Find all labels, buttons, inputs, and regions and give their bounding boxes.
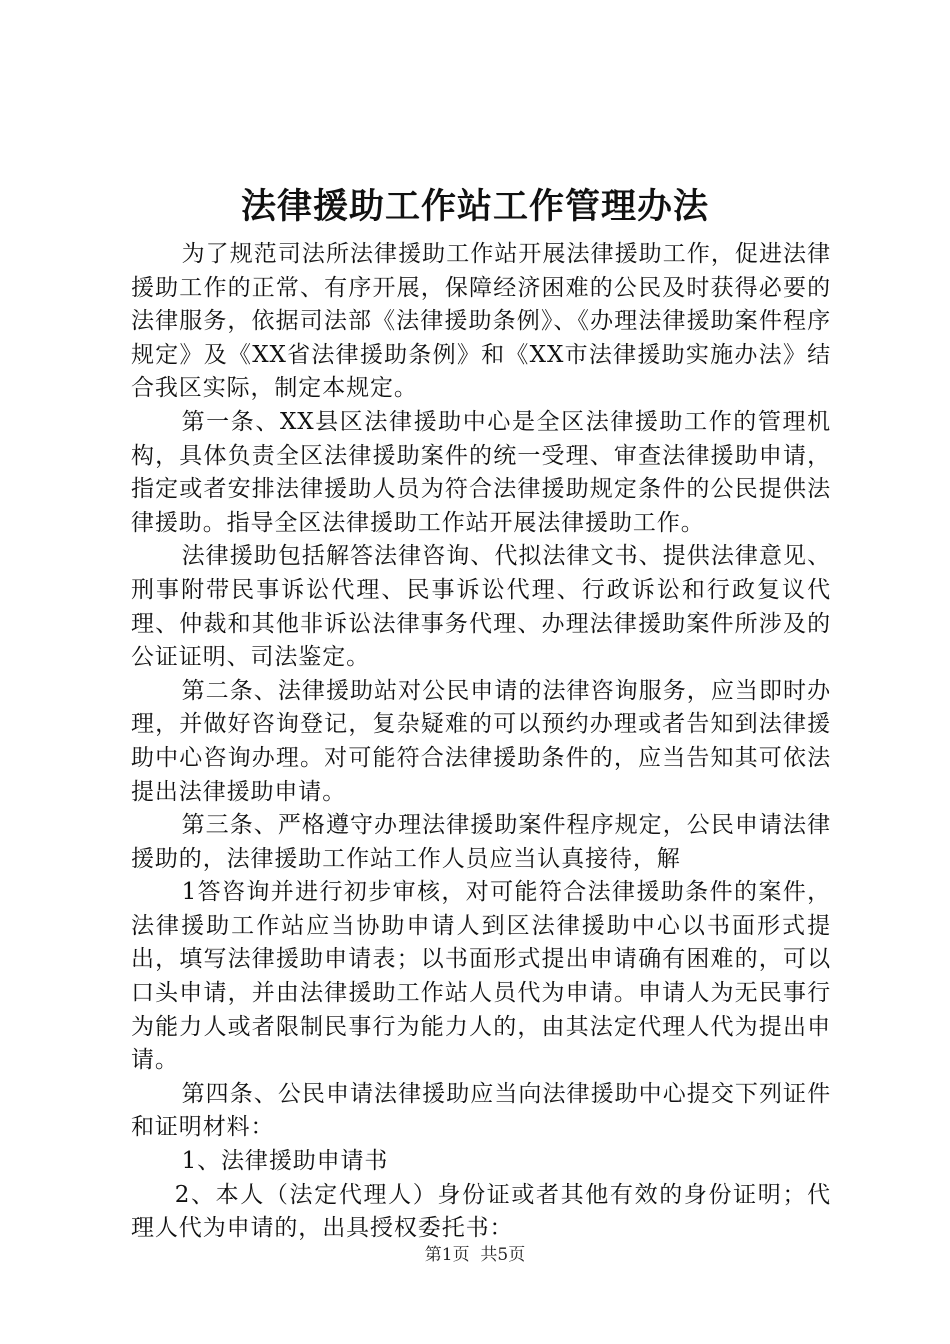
list-item-2: 2、本人（法定代理人）身份证或者其他有效的身份证明；代理人代为申请的，出具授权委托书： (131, 1181, 831, 1242)
article-3-continued-paragraph: 1答咨询并进行初步审核，对可能符合法律援助条件的案件，法律援助工作站应当协助申请人到区法律援助中心以书面形式提出，填写法律援助申请表；以书面形式提出申请确有困难的，可以口头申请，并由法律援助工作站人员代为申请。申请人为无民事行为能力人或者限制民事行为能力人的，由其法定代理人代为提出申请。 (131, 879, 831, 1074)
total-pages: 共5页 (480, 1245, 526, 1265)
document-title: 法律援助工作站工作管理办法 (240, 186, 709, 227)
article-1-paragraph: 第一条、XX县区法律援助中心是全区法律援助工作的管理机构，具体负责全区法律援助案件的统一受理、审查法律援助申请，指定或者安排法律援助人员为符合法律援助规定条件的公民提供法律援助。指导全区法律援助工作站开展法律援助工作。 (131, 408, 831, 536)
page-footer (0, 1243, 950, 1267)
document-body (131, 238, 831, 1246)
article-3-paragraph: 第三条、严格遵守办理法律援助案件程序规定，公民申请法律援助的，法律援助工作站工作人员应当认真接待，解 (131, 812, 831, 872)
page-number: 第1页 (424, 1245, 470, 1265)
preamble-paragraph: 为了规范司法所法律援助工作站开展法律援助工作，促进法律援助工作的正常、有序开展，保障经济困难的公民及时获得必要的法律服务，依据司法部《法律援助条例》、《办理法律援助案件程序规定》及《XX省法律援助条例》和《XX市法律援助实施办法》结合我区实际，制定本规定。 (131, 241, 831, 402)
list-item-1: 1、法律援助申请书 (181, 1148, 389, 1175)
legal-aid-scope-paragraph: 法律援助包括解答法律咨询、代拟法律文书、提供法律意见、刑事附带民事诉讼代理、民事诉讼代理、行政诉讼和行政复议代理、仲裁和其他非诉讼法律事务代理、办理法律援助案件所涉及的公证证明、司法鉴定。 (131, 543, 831, 671)
article-2-paragraph: 第二条、法律援助站对公民申请的法律咨询服务，应当即时办理，并做好咨询登记，复杂疑难的可以预约办理或者告知到法律援助中心咨询办理。对可能符合法律援助条件的，应当告知其可依法提出法律援助申请。 (131, 677, 831, 805)
article-4-paragraph: 第四条、公民申请法律援助应当向法律援助中心提交下列证件和证明材料： (131, 1080, 831, 1141)
